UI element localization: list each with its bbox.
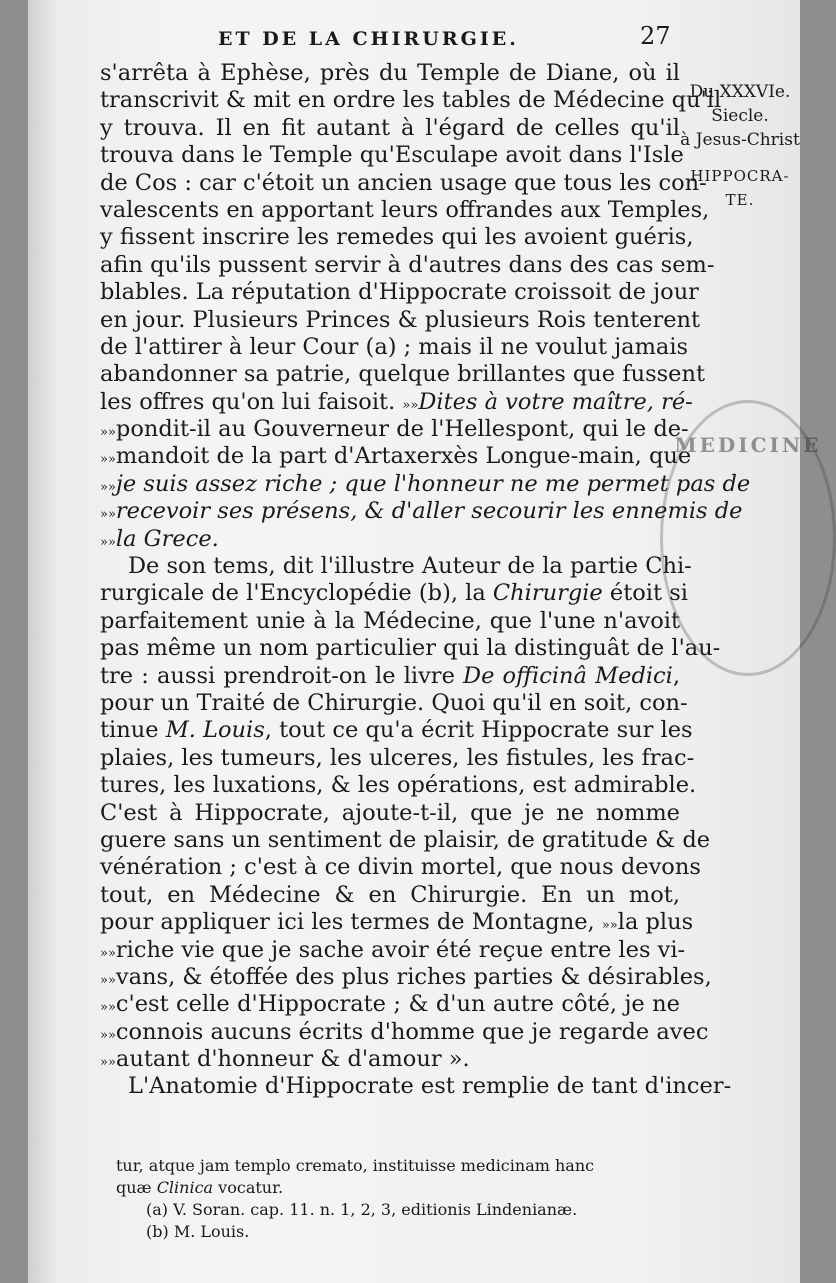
- text-line: s'arrêta à Ephèse, près du Temple de Diane, où il: [100, 60, 680, 86]
- quote-line: »» vans, & étoffée des plus riches parties & désirables,: [100, 964, 680, 991]
- quote-line: [100, 1046, 680, 1073]
- quote-start: [402, 389, 692, 415]
- quote-line: [100, 526, 680, 553]
- text-line: valescents en apportant leurs offrandes aux Temples,: [100, 196, 710, 223]
- text-line: C'est à Hippocrate, ajoute-t-il, que je ne nomme: [100, 799, 680, 826]
- marginal-line: Du XXXVIe.: [689, 82, 791, 102]
- text-line: en jour. Plusieurs Princes & plusieurs Rois tenterent: [100, 306, 701, 333]
- quote-start: »» la plus: [602, 909, 693, 935]
- italic-word: Clinica: [156, 1178, 214, 1197]
- text-line: pour un Traité de Chirurgie. Quoi qu'il en soit, con-: [100, 689, 688, 716]
- text-line: tout, en Médecine & en Chirurgie. En un mot,: [100, 881, 680, 908]
- quote-italic: Dites à votre maître, ré-: [418, 388, 693, 415]
- text-segment: , tout ce qu'a écrit Hippocrate sur les: [264, 717, 693, 744]
- footnote-line: tur, atque jam templo cremato, instituisse medicinam hanc: [116, 1156, 595, 1175]
- quote-line: [100, 470, 751, 498]
- text-line: y fissent inscrire les remedes qui les avoient guéris,: [100, 224, 694, 251]
- text-segment: pour appliquer ici les termes de Montagne,: [100, 909, 595, 936]
- text-line: tures, les luxations, & les opérations, est admirable.: [100, 772, 697, 799]
- text-segment: les offres qu'on lui faisoit.: [100, 388, 396, 415]
- text-line: [100, 909, 694, 936]
- stamp-text: MEDICINE: [674, 433, 822, 457]
- closing-quote: ».: [441, 1046, 470, 1073]
- footnote-b: (b) M. Louis.: [146, 1222, 250, 1241]
- text-line: [100, 663, 680, 690]
- text-segment: rurgicale de l'Encyclopédie (b), la: [100, 580, 486, 607]
- text-line: vénération ; c'est à ce divin mortel, que nous devons: [100, 854, 701, 881]
- quote-line: »» mandoit de la part d'Artaxerxès Longue-main, que: [100, 443, 680, 470]
- text-line: de l'attirer à leur Cour (a) ; mais il ne voulut jamais: [100, 333, 689, 360]
- quote-italic: la Grece.: [115, 525, 219, 552]
- text-line: blables. La réputation d'Hippocrate croissoit de jour: [100, 279, 699, 306]
- marginal-line: TE.: [725, 191, 755, 209]
- text-line: pas même un nom particulier qui la distinguât de l'au-: [100, 635, 721, 662]
- footnote-a: (a) V. Soran. cap. 11. n. 1, 2, 3, editionis Lindenianæ.: [146, 1200, 578, 1219]
- text-segment: tinue: [100, 717, 159, 744]
- footnotes: [116, 1155, 676, 1243]
- quote-italic: recevoir ses présens, & d'aller secourir les ennemis de: [115, 498, 743, 525]
- text-line: trouva dans le Temple qu'Esculape avoit dans l'Isle: [100, 142, 684, 169]
- quote-line: [100, 498, 743, 525]
- text-line: plaies, les tumeurs, les ulceres, les fistules, les frac-: [100, 744, 695, 771]
- book-title: De officinâ Medici: [463, 662, 673, 689]
- text-line: [100, 388, 693, 416]
- marginal-note: [680, 80, 800, 212]
- text-line: L'Anatomie d'Hippocrate est remplie de tant d'incer-: [128, 1073, 732, 1100]
- text-line: parfaitement unie à la Médecine, que l'une n'avoit: [100, 607, 680, 634]
- author-name: M. Louis: [165, 717, 265, 744]
- text-line: y trouva. Il en fit autant à l'égard de celles qu'il: [100, 114, 680, 141]
- text-segment: ,: [672, 662, 680, 689]
- text-segment: quæ: [116, 1178, 152, 1197]
- text-segment: étoit si: [602, 580, 688, 607]
- running-head: ET DE LA CHIRURGIE.: [218, 28, 519, 50]
- marginal-line: Siecle.: [711, 106, 769, 126]
- page-number: 27: [640, 22, 671, 50]
- book-page: [28, 0, 822, 1283]
- text-segment: vocatur.: [213, 1178, 284, 1197]
- text-line: [100, 580, 688, 607]
- text-line: transcrivit & mit en ordre les tables de Médecine qu'il: [100, 87, 722, 114]
- footnote-line: [116, 1177, 676, 1199]
- text-segment: autant d'honneur & d'amour: [115, 1046, 442, 1073]
- library-stamp: [660, 400, 836, 676]
- quote-line: »» riche vie que je sache avoir été reçue entre les vi-: [100, 937, 680, 964]
- text-line: afin qu'ils pussent servir à d'autres dans des cas sem-: [100, 251, 715, 278]
- text-line: abandonner sa patrie, quelque brillantes que fussent: [100, 361, 706, 388]
- quote-line: »» c'est celle d'Hippocrate ; & d'un autre côté, je ne: [100, 991, 680, 1018]
- text-line: guere sans un sentiment de plaisir, de gratitude & de: [100, 826, 711, 853]
- text-line: De son tems, dit l'illustre Auteur de la partie Chi-: [128, 553, 692, 580]
- text-line: [100, 717, 693, 744]
- italic-word: Chirurgie: [492, 580, 603, 607]
- quote-line: »» pondit-il au Gouverneur de l'Hellespont, qui le de-: [100, 416, 680, 443]
- marginal-line: HIPPOCRA-: [690, 167, 790, 185]
- text-line: de Cos : car c'étoit un ancien usage que tous les con-: [100, 169, 707, 196]
- text-segment: tre : aussi prendroit-on le livre: [100, 662, 455, 689]
- quote-italic: je suis assez riche ; que l'honneur ne me permet pas de: [115, 470, 751, 497]
- marginal-line: à Jesus-Christ: [680, 130, 800, 150]
- quote-line: »» connois aucuns écrits d'homme que je regarde avec: [100, 1019, 680, 1046]
